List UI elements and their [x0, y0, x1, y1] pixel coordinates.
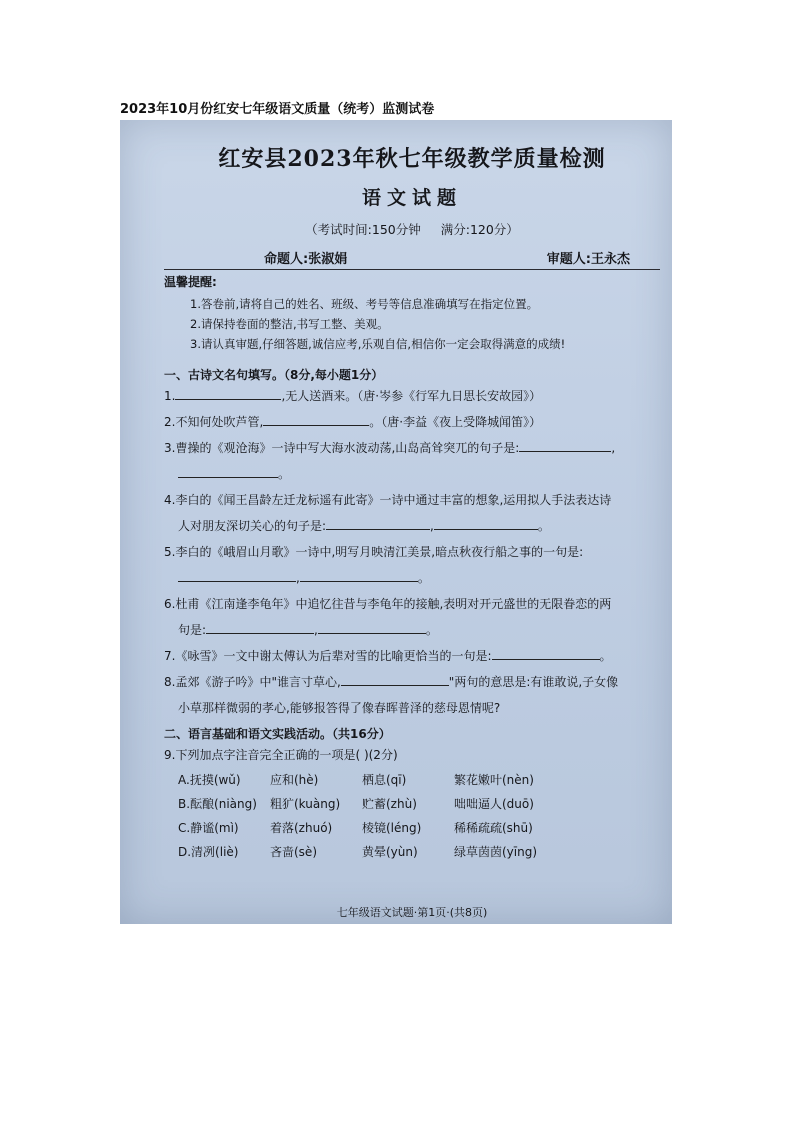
answer-blank[interactable]	[519, 439, 611, 452]
exam-subject: 语文试题	[361, 187, 462, 209]
exam-title: 红安县2023年秋七年级教学质量检测	[218, 146, 606, 172]
section-2-heading: 二、语言基础和语文实践活动。（共16分）	[164, 727, 391, 741]
answer-blank[interactable]	[341, 673, 449, 686]
question-5-cont: , 。	[164, 565, 660, 591]
exam-setter: 命题人:张淑娟	[264, 252, 348, 267]
divider	[164, 269, 660, 270]
option-row-d: D.清冽(liè) 吝啬(sè) 黄晕(yùn) 绿草茵茵(yīng)	[178, 845, 538, 859]
answer-blank[interactable]	[178, 465, 278, 478]
question-6-cont: 句是: , 。	[178, 623, 438, 637]
question-8: 8.孟郊《游子吟》中"谁言寸草心, "两句的意思是:有谁敢说,子女像	[164, 675, 619, 689]
exam-authors	[264, 248, 630, 267]
exam-score: 满分:120分）	[440, 222, 519, 237]
question-4: 4.李白的《闻王昌龄左迁龙标遥有此寄》一诗中通过丰富的想象,运用拟人手法表达诗	[164, 493, 612, 507]
exam-reviewer: 审题人:王永杰	[546, 252, 630, 267]
question-4-cont: 人对朋友深切关心的句子是: , 。	[178, 519, 550, 533]
document-caption: 2023年10月份红安七年级语文质量（统考）监测试卷	[120, 102, 435, 117]
option-row-a: A.抚摸(wǔ) 应和(hè) 栖息(qī) 繁花嫩叶(nèn)	[178, 773, 534, 787]
exam-info	[164, 220, 660, 238]
option-row-c: C.静谧(mì) 着落(zhuó) 棱镜(léng) 稀稀疏疏(shū)	[178, 821, 533, 835]
answer-blank[interactable]	[326, 517, 430, 530]
answer-blank[interactable]	[492, 647, 600, 660]
section-1-heading: 一、古诗文名句填写。（8分,每小题1分）	[164, 368, 384, 382]
exam-photo	[120, 120, 672, 924]
answer-blank[interactable]	[318, 621, 426, 634]
answer-blank[interactable]	[178, 569, 296, 582]
answer-blank[interactable]	[434, 517, 538, 530]
answer-blank[interactable]	[206, 621, 314, 634]
answer-blank[interactable]	[300, 569, 418, 582]
question-1: 1. ,无人送酒来。（唐·岑参《行军九日思长安故园》）	[164, 389, 542, 403]
question-2: 2.不知何处吹芦管, 。（唐·李益《夜上受降城闻笛》）	[164, 415, 542, 429]
answer-blank[interactable]	[263, 413, 369, 426]
question-6: 6.杜甫《江南逢李龟年》中追忆往昔与李龟年的接触,表明对开元盛世的无限眷恋的两	[164, 597, 612, 611]
tip-item: 3.请认真审题,仔细答题,诚信应考,乐观自信,相信你一定会取得满意的成绩!	[190, 337, 566, 351]
question-8-cont: 小草那样微弱的孝心,能够报答得了像春晖普泽的慈母恩情呢?	[178, 701, 501, 715]
answer-blank[interactable]	[175, 387, 281, 400]
question-9-options	[178, 768, 660, 864]
tip-item: 1.答卷前,请将自己的姓名、班级、考号等信息准确填写在指定位置。	[190, 297, 539, 311]
question-9: 9.下列加点字注音完全正确的一项是( )(2分)	[164, 748, 398, 762]
tip-item: 2.请保持卷面的整洁,书写工整、美观。	[190, 317, 389, 331]
question-7: 7.《咏雪》一文中谢太傅认为后辈对雪的比喻更恰当的一句是: 。	[164, 649, 612, 663]
tips-heading: 温馨提醒:	[164, 275, 217, 289]
page-footer: 七年级语文试题·第1页·(共8页)	[336, 906, 488, 919]
question-3: 3.曹操的《观沧海》一诗中写大海水波动荡,山岛高耸突兀的句子是: ,	[164, 441, 616, 455]
exam-time: （考试时间:150分钟	[305, 222, 421, 237]
tips-list	[190, 294, 660, 354]
question-3-cont: 。	[164, 461, 660, 487]
question-5: 5.李白的《峨眉山月歌》一诗中,明写月映清江美景,暗点秋夜行船之事的一句是:	[164, 545, 584, 559]
exam-paper	[164, 132, 660, 920]
option-row-b: B.酝酿(niàng) 粗犷(kuàng) 贮蓄(zhù) 咄咄逼人(duō)	[178, 797, 534, 811]
